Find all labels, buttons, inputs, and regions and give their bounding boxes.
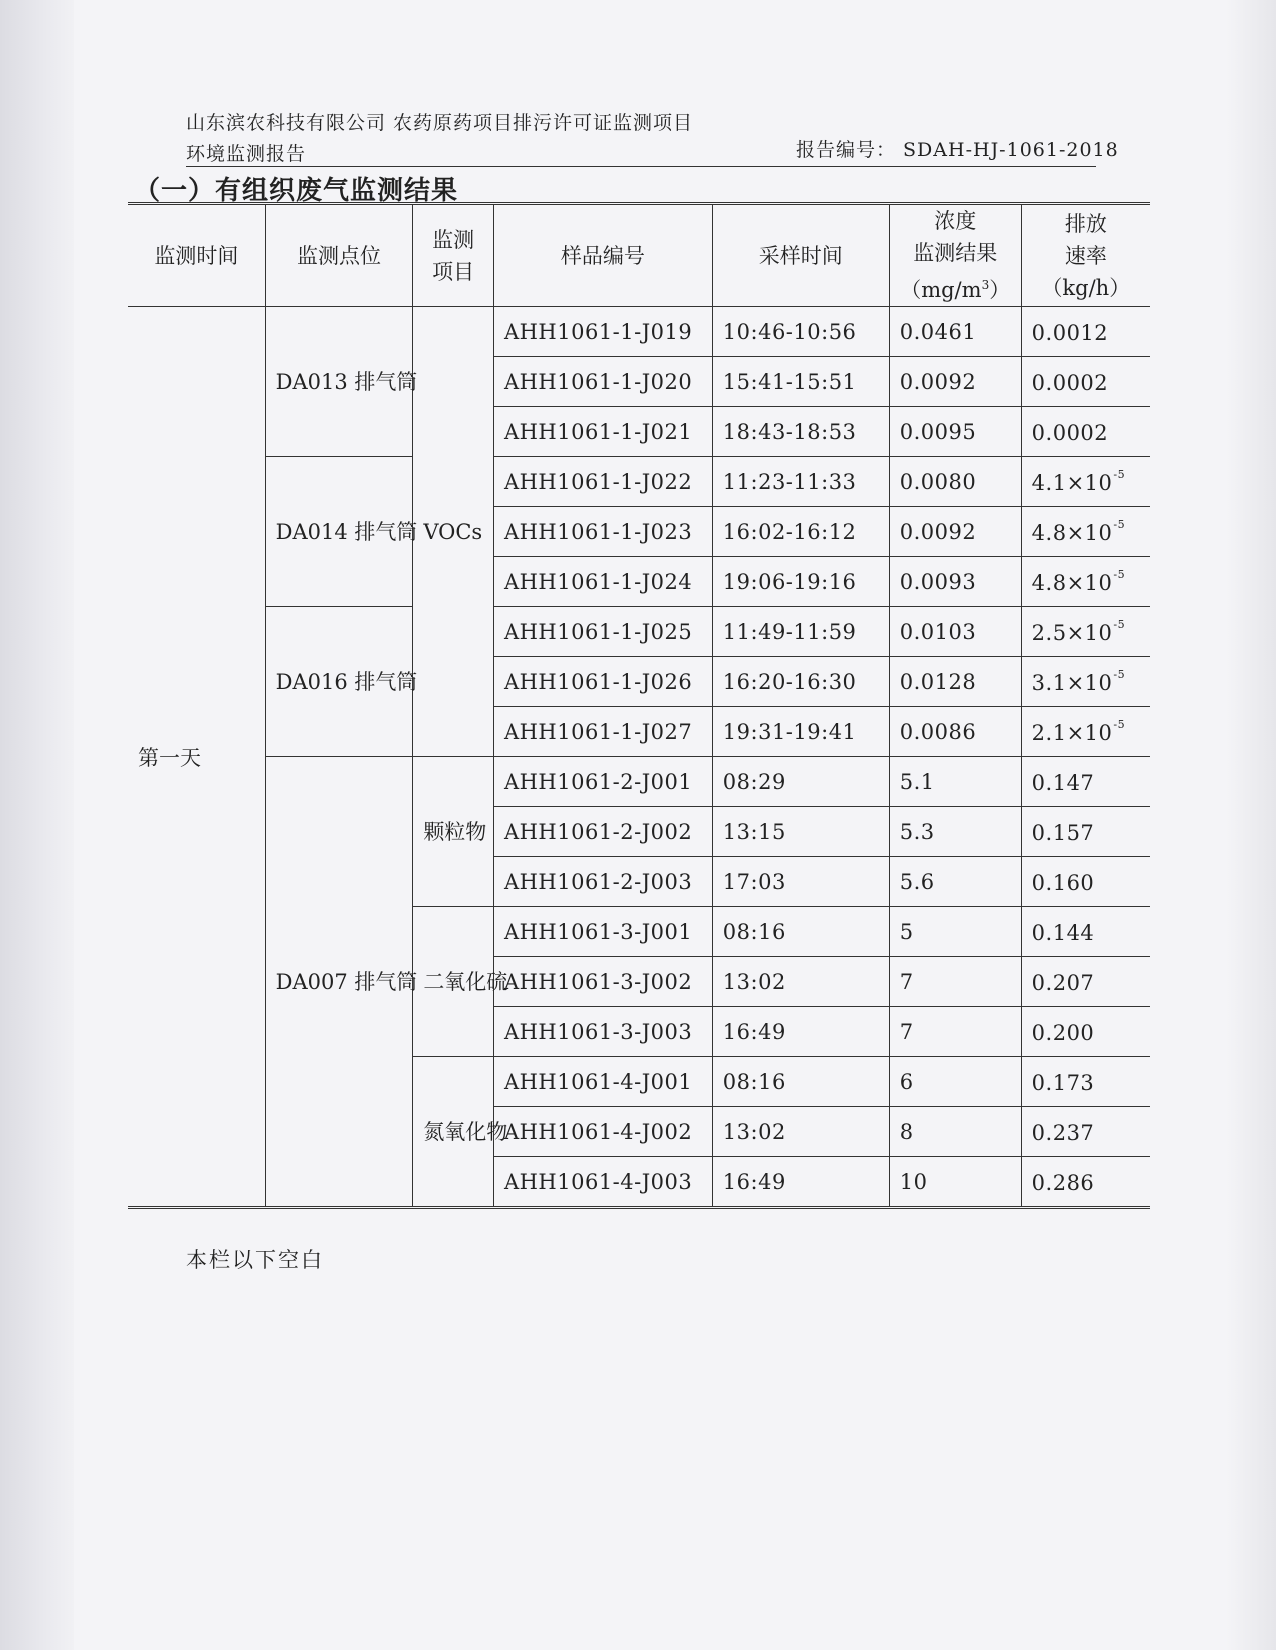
sampling-time: 08:29	[712, 757, 889, 807]
sampling-time: 18:43-18:53	[712, 407, 889, 457]
concentration: 0.0461	[889, 307, 1021, 357]
header-sampling-time: 采样时间	[712, 204, 889, 307]
sample-id: AHH1061-2-J001	[493, 757, 712, 807]
sample-id: AHH1061-1-J027	[493, 707, 712, 757]
header-item: 监测项目	[413, 204, 494, 307]
point-da014: DA014 排气筒	[265, 457, 413, 607]
sample-id: AHH1061-3-J001	[493, 907, 712, 957]
concentration: 8	[889, 1107, 1021, 1157]
header-conc-line1: 浓度	[934, 209, 977, 233]
emission-rate: $3.1\times 10^{-5}$	[1021, 657, 1150, 707]
concentration: 0.0128	[889, 657, 1021, 707]
table-row	[128, 457, 1150, 507]
concentration: 5.3	[889, 807, 1021, 857]
section-title: （一）有组织废气监测结果	[134, 176, 459, 206]
sample-id: AHH1061-2-J002	[493, 807, 712, 857]
sampling-time: 13:02	[712, 957, 889, 1007]
sampling-time: 16:02-16:12	[712, 507, 889, 557]
sample-id: AHH1061-3-J003	[493, 1007, 712, 1057]
concentration: 0.0093	[889, 557, 1021, 607]
concentration: 0.0092	[889, 507, 1021, 557]
sampling-time: 13:15	[712, 807, 889, 857]
sampling-time: 19:06-19:16	[712, 557, 889, 607]
sampling-time: 15:41-15:51	[712, 357, 889, 407]
emission-rate: $4.1\times 10^{-5}$	[1021, 457, 1150, 507]
header-rate	[1021, 204, 1150, 307]
sample-id: AHH1061-1-J020	[493, 357, 712, 407]
sample-id: AHH1061-1-J021	[493, 407, 712, 457]
emission-rate: 0.173	[1021, 1057, 1150, 1107]
sampling-time: 10:46-10:56	[712, 307, 889, 357]
sampling-time: 08:16	[712, 907, 889, 957]
concentration: 0.0095	[889, 407, 1021, 457]
sampling-time: 08:16	[712, 1057, 889, 1107]
table-row	[128, 757, 1150, 807]
sample-id: AHH1061-4-J003	[493, 1157, 712, 1208]
point-da007: DA007 排气筒	[265, 757, 413, 1208]
header-sample: 样品编号	[493, 204, 712, 307]
concentration: 0.0086	[889, 707, 1021, 757]
emission-rate: 0.0012	[1021, 307, 1150, 357]
sample-id: AHH1061-1-J025	[493, 607, 712, 657]
header-time: 监测时间	[128, 204, 265, 307]
emission-rate: $2.5\times 10^{-5}$	[1021, 607, 1150, 657]
concentration: 5.6	[889, 857, 1021, 907]
sampling-time: 19:31-19:41	[712, 707, 889, 757]
item-sulfur-dioxide: 二氧化硫	[413, 907, 494, 1057]
sampling-time: 13:02	[712, 1107, 889, 1157]
sample-id: AHH1061-1-J026	[493, 657, 712, 707]
report-header-company: 山东滨农科技有限公司 农药原药项目排污许可证监测项目	[186, 112, 694, 134]
sampling-time: 16:20-16:30	[712, 657, 889, 707]
sample-id: AHH1061-3-J002	[493, 957, 712, 1007]
emission-rate: 0.0002	[1021, 407, 1150, 457]
table-header-row	[128, 204, 1150, 307]
table-row	[128, 307, 1150, 357]
sample-id: AHH1061-1-J019	[493, 307, 712, 357]
sampling-time: 16:49	[712, 1157, 889, 1208]
blank-below-note: 本栏以下空白	[186, 1248, 324, 1272]
concentration: 5.1	[889, 757, 1021, 807]
header-rate-line2: 速率	[1064, 243, 1107, 268]
emission-rate: 0.200	[1021, 1007, 1150, 1057]
sample-id: AHH1061-1-J022	[493, 457, 712, 507]
header-point: 监测点位	[265, 204, 413, 307]
report-number: 报告编号： SDAH-HJ-1061-2018	[796, 139, 1119, 161]
monitoring-day: 第一天	[128, 307, 265, 1208]
sample-id: AHH1061-1-J024	[493, 557, 712, 607]
concentration: 6	[889, 1057, 1021, 1107]
sample-id: AHH1061-4-J002	[493, 1107, 712, 1157]
emission-rate: 0.157	[1021, 807, 1150, 857]
concentration: 0.0092	[889, 357, 1021, 407]
item-vocs: VOCs	[413, 307, 494, 757]
emission-rate: $2.1\times 10^{-5}$	[1021, 707, 1150, 757]
table-row	[128, 607, 1150, 657]
emission-rate: 0.237	[1021, 1107, 1150, 1157]
emission-rate: $4.8\times 10^{-5}$	[1021, 507, 1150, 557]
concentration: 5	[889, 907, 1021, 957]
sampling-time: 16:49	[712, 1007, 889, 1057]
concentration: 0.0080	[889, 457, 1021, 507]
concentration: 7	[889, 957, 1021, 1007]
item-nitrogen-oxides: 氮氧化物	[413, 1057, 494, 1208]
header-rate-line1: 排放	[1064, 211, 1107, 236]
concentration: 0.0103	[889, 607, 1021, 657]
emission-rate: 0.144	[1021, 907, 1150, 957]
sampling-time: 11:23-11:33	[712, 457, 889, 507]
emission-rate: 0.0002	[1021, 357, 1150, 407]
emission-rate: 0.147	[1021, 757, 1150, 807]
emission-rate: 0.160	[1021, 857, 1150, 907]
header-rate-unit: （kg/h）	[1041, 275, 1131, 300]
report-header-title: 环境监测报告	[186, 143, 307, 165]
emission-rate: $4.8\times 10^{-5}$	[1021, 557, 1150, 607]
emission-rate: 0.207	[1021, 957, 1150, 1007]
sample-id: AHH1061-1-J023	[493, 507, 712, 557]
sample-id: AHH1061-2-J003	[493, 857, 712, 907]
header-concentration	[889, 204, 1021, 307]
header-conc-line2: 监测结果	[913, 241, 998, 265]
sample-id: AHH1061-4-J001	[493, 1057, 712, 1107]
item-particulate: 颗粒物	[413, 757, 494, 907]
page-edge-shadow	[1226, 0, 1276, 1650]
sampling-time: 17:03	[712, 857, 889, 907]
header-rule	[186, 166, 1096, 167]
binding-shadow	[0, 0, 74, 1650]
sampling-time: 11:49-11:59	[712, 607, 889, 657]
point-da013: DA013 排气筒	[265, 307, 413, 457]
emission-results-table	[128, 202, 1150, 1209]
concentration: 10	[889, 1157, 1021, 1208]
point-da016: DA016 排气筒	[265, 607, 413, 757]
concentration: 7	[889, 1007, 1021, 1057]
header-conc-unit: $(mg/m^3)$	[900, 278, 1011, 302]
emission-rate: 0.286	[1021, 1157, 1150, 1208]
